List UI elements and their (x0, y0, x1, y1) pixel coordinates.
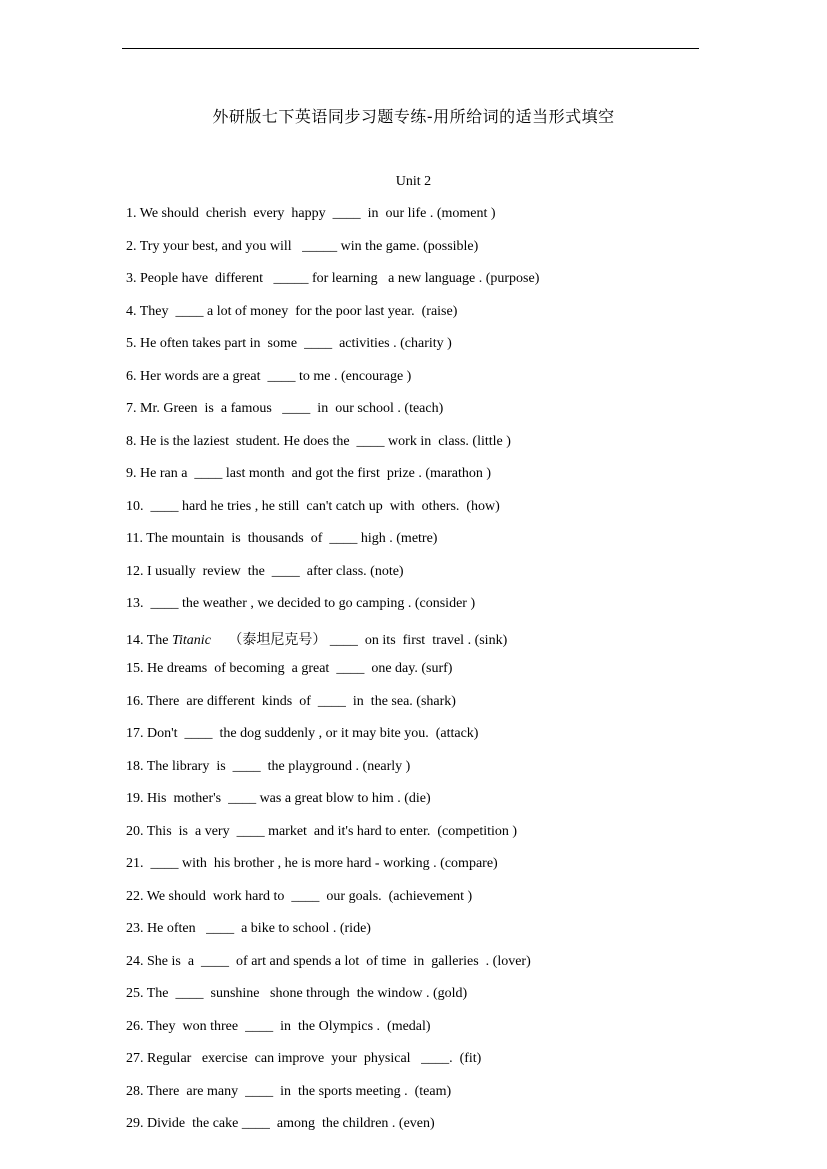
question-18: 18. The library is ____ the playground . (nearly ) (126, 759, 411, 774)
question-21: 21. ____ with his brother , he is more hard - working . (compare) (126, 856, 498, 871)
question-7: 7. Mr. Green is a famous ____ in our school . (teach) (126, 401, 444, 416)
question-14-chinese: （泰坦尼克号） (228, 632, 327, 648)
question-5: 5. He often takes part in some ____ activities . (charity ) (126, 336, 452, 351)
question-23: 23. He often ____ a bike to school . (ride) (126, 921, 371, 936)
page-title: 外研版七下英语同步习题专练-用所给词的适当形式填空 (212, 107, 615, 126)
question-12: 12. I usually review the ____ after class. (note) (126, 564, 404, 579)
question-9: 9. He ran a ____ last month and got the first prize . (marathon ) (126, 466, 492, 481)
question-28: 28. There are many ____ in the sports meeting . (team) (126, 1084, 452, 1099)
question-14-prefix: 14. The (126, 633, 173, 648)
question-1: 1. We should cherish every happy ____ in our life . (moment ) (126, 206, 496, 221)
question-2: 2. Try your best, and you will _____ win the game. (possible) (126, 239, 479, 254)
question-17: 17. Don't ____ the dog suddenly , or it may bite you. (attack) (126, 726, 479, 741)
question-4: 4. They ____ a lot of money for the poor last year. (raise) (126, 304, 458, 319)
question-15: 15. He dreams of becoming a great ____ one day. (surf) (126, 661, 453, 676)
question-14-title: Titanic (172, 633, 211, 648)
question-16: 16. There are different kinds of ____ in the sea. (shark) (126, 694, 456, 709)
question-8: 8. He is the laziest student. He does the ____ work in class. (little ) (126, 434, 511, 449)
question-27: 27. Regular exercise can improve your physical ____. (fit) (126, 1051, 482, 1066)
question-19: 19. His mother's ____ was a great blow to him . (die) (126, 791, 431, 806)
question-22: 22. We should work hard to ____ our goals. (achievement ) (126, 889, 473, 904)
question-29: 29. Divide the cake ____ among the children . (even) (126, 1116, 435, 1131)
question-25: 25. The ____ sunshine shone through the window . (gold) (126, 986, 468, 1001)
question-14-suffix: ____ on its first travel . (sink) (326, 633, 508, 648)
question-13: 13. ____ the weather , we decided to go camping . (consider ) (126, 596, 476, 611)
question-24: 24. She is a ____ of art and spends a lot of time in galleries . (lover) (126, 954, 531, 969)
question-14 (126, 629, 507, 649)
question-10: 10. ____ hard he tries , he still can't catch up with others. (how) (126, 499, 500, 514)
question-11: 11. The mountain is thousands of ____ high . (metre) (126, 531, 438, 546)
header-rule (122, 48, 699, 49)
question-3: 3. People have different _____ for learning a new language . (purpose) (126, 271, 540, 286)
question-20: 20. This is a very ____ market and it's hard to enter. (competition ) (126, 824, 518, 839)
question-6: 6. Her words are a great ____ to me . (encourage ) (126, 369, 412, 384)
question-26: 26. They won three ____ in the Olympics . (medal) (126, 1019, 431, 1034)
unit-heading: Unit 2 (395, 174, 432, 189)
